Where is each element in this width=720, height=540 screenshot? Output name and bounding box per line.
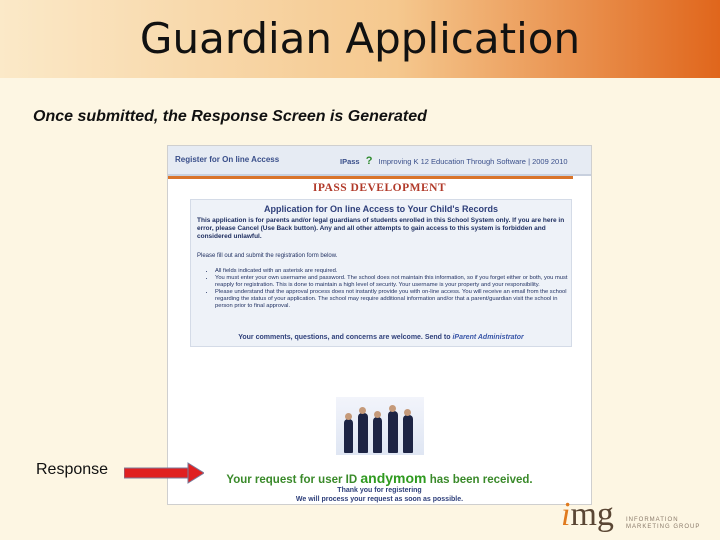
instruction-list: [207, 268, 573, 310]
slide-subtitle: Once submitted, the Response Screen is Generated: [33, 108, 427, 125]
list-item: • You must enter your own username and password. The school does not maintain this information, so if you forget either or both, you must reapply for registration. This is done to maintain a high level of security. Your username is your property and your responsibility.: [215, 275, 573, 289]
thanks-block: [168, 486, 591, 504]
list-item: • All fields indicated with an asterisk are required.: [215, 268, 573, 275]
panel-footer: [191, 334, 571, 341]
img-logo: [558, 496, 718, 540]
register-link[interactable]: Register for On line Access: [175, 155, 280, 164]
response-prefix: Your request for user ID: [226, 474, 358, 486]
user-id: andymom: [360, 470, 427, 486]
help-icon[interactable]: ?: [365, 155, 373, 167]
logo-text: INFORMATION MARKETING GROUP: [626, 517, 701, 530]
slide-title: Guardian Application: [139, 14, 581, 63]
response-screen-screenshot: [167, 145, 592, 505]
response-message: [168, 470, 591, 486]
panel-footer-text: Your comments, questions, and concerns are welcome. Send to: [238, 334, 451, 341]
logo-mark: img: [561, 496, 614, 533]
app-header: [168, 146, 591, 176]
people-illustration: [336, 397, 424, 455]
panel-heading: Application for On line Access to Your Child's Records: [263, 204, 498, 214]
app-tagline: Improving K 12 Education Through Software | 2009 2010: [378, 157, 568, 166]
dev-title: IPASS DEVELOPMENT: [312, 182, 447, 194]
header-divider: [168, 176, 573, 179]
admin-link[interactable]: iParent Administrator: [452, 334, 524, 341]
arrow-right-icon: [124, 462, 204, 484]
response-label: Response: [36, 461, 109, 478]
app-branding: [340, 155, 568, 167]
ipass-label: IPass: [340, 157, 360, 166]
response-suffix: has been received.: [429, 474, 533, 486]
panel-fill-line: Please fill out and submit the registration form below.: [197, 253, 338, 259]
processing-text: We will process your request as soon as possible.: [295, 496, 464, 503]
panel-intro: This application is for parents and/or legal guardians of students enrolled in this School System only. If you are here in error, please Cancel (Use Back button). Any and all other attempts to gain access to this system is forbidden and considered unlawful.: [197, 217, 565, 240]
thanks-text: Thank you for registering: [337, 487, 422, 494]
list-item: • Please understand that the approval process does not instantly provide you with on-line access. You will receive an email from the school regarding the status of your application. The school may require additional information and/or that a parent/guardian visit the school in person prior to final approval.: [215, 289, 573, 310]
application-panel: [190, 199, 572, 347]
